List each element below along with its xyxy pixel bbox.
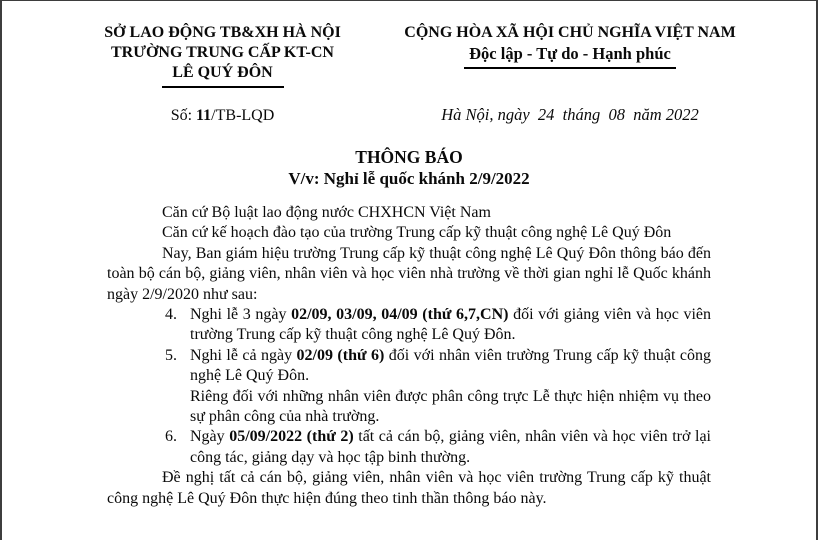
org-line-2: TRƯỜNG TRUNG CẤP KT-CN [111, 44, 334, 61]
list-item-paragraph [190, 346, 711, 387]
document-number-value: 11 [196, 107, 212, 124]
motto-underline-rule [464, 67, 676, 69]
document-number-suffix: /TB-LQD [211, 107, 275, 124]
document-number-prefix: Số: [170, 107, 197, 124]
body-text: Nghi lễ cả ngày [190, 346, 297, 364]
body-text: Nghi lễ 3 ngày [190, 306, 292, 324]
emphasized-date-text: 05/09/2022 (thứ 2) [229, 428, 354, 446]
document-header [2, 23, 816, 126]
national-motto: Độc lập - Tự do - Hạnh phúc [469, 44, 671, 63]
list-item-number: 6. [165, 428, 177, 446]
notice-body [107, 203, 711, 509]
notice-title-block [2, 146, 816, 190]
list-item-content [190, 427, 711, 468]
place-date-line: Hà Nội, ngày 24 tháng 08 năm 2022 [441, 105, 699, 124]
country-name: CỘNG HÒA XÃ HỘI CHỦ NGHĨA VIỆT NAM [404, 24, 736, 41]
list-item-number: 5. [165, 346, 177, 364]
list-item-content [190, 305, 711, 346]
notice-list [107, 305, 711, 468]
notice-title: THÔNG BÁO [355, 147, 463, 167]
national-header-block [381, 23, 759, 126]
list-item-paragraph [190, 387, 711, 428]
paragraph-legal-basis-2: Căn cứ kế hoạch đào tạo của trường Trung cấp kỹ thuật công nghệ Lê Quý Đôn [162, 224, 672, 242]
paragraph-legal-basis-1: Căn cứ Bộ luật lao động nước CHXHCN Việt Nam [162, 204, 491, 221]
list-item-number: 4. [165, 306, 177, 324]
list-item [107, 427, 711, 468]
body-text: đối với nhân viên trường Trung cấp kỹ thuật công nghệ Lê Quý Đôn. [190, 346, 711, 385]
body-text: Riêng đối với những nhân viên được phân công trực Lễ thực hiện nhiệm vụ theo sự phân công của nhà trường. [190, 387, 711, 426]
document-number [50, 106, 395, 126]
list-item-paragraph [190, 427, 711, 468]
org-underline-rule [162, 86, 284, 88]
list-item [107, 346, 711, 428]
org-line-3: LÊ QUÝ ĐÔN [172, 64, 273, 81]
emphasized-date-text: 02/09, 03/09, 04/09 (thứ 6,7,CN) [291, 306, 509, 324]
list-item [107, 305, 711, 346]
emphasized-date-text: 02/09 (thứ 6) [296, 346, 385, 364]
list-item-content [190, 346, 711, 428]
issuing-org-block [50, 23, 395, 126]
notice-subject: V/v: Nghỉ lễ quốc khánh 2/9/2022 [288, 169, 530, 188]
body-text: Ngày [190, 428, 230, 446]
list-item-paragraph [190, 305, 711, 346]
org-line-1: SỞ LAO ĐỘNG TB&XH HÀ NỘI [104, 24, 341, 41]
paragraph-announcement-intro: Nay, Ban giám hiệu trường Trung cấp kỹ thuật công nghệ Lê Quý Đôn thông báo đến toàn bộ cán bộ, giảng viên, nhân viên và học viên nhà trường về thời gian nghỉ lễ Quốc khánh ngày 2/9/2020 như sau: [107, 244, 711, 303]
closing-paragraph: Đề nghị tất cả cán bộ, giảng viên, nhân viên và học viên trường Trung cấp kỹ thuật công nghệ Lê Quý Đôn thực hiện đúng theo tinh thần thông báo này. [107, 469, 711, 507]
body-text: đối với giảng viên và học viên trường Trung cấp kỹ thuật công nghệ Lê Quý Đôn. [190, 306, 711, 344]
body-text: tất cả cán bộ, giảng viên, nhân viên và học viên trở lại công tác, giảng dạy và học tập binh thường. [190, 428, 712, 466]
